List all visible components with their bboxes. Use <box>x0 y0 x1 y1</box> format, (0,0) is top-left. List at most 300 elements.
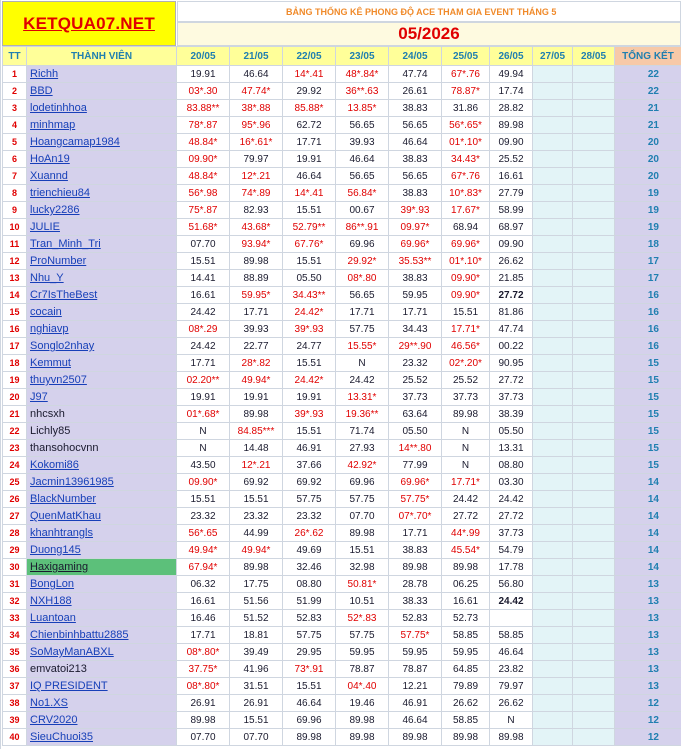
score-cell: 89.98 <box>490 117 533 134</box>
score-cell: 15.51 <box>442 304 490 321</box>
table-row <box>3 117 681 134</box>
score-cell: 09.90* <box>442 270 490 287</box>
table-row <box>3 372 681 389</box>
score-cell: 71.74 <box>336 423 389 440</box>
member-cell <box>27 593 177 610</box>
score-cell: 03.30 <box>490 474 533 491</box>
score-cell: 37.75* <box>177 661 230 678</box>
score-cell: 46.64 <box>336 151 389 168</box>
member-link[interactable]: Kemmut <box>30 357 71 369</box>
row-number: 32 <box>3 593 27 610</box>
column-header-member: THÀNH VIÊN <box>27 47 177 66</box>
empty-cell <box>533 338 573 355</box>
score-cell: 19.91 <box>177 389 230 406</box>
score-cell: 47.74* <box>230 83 283 100</box>
member-link[interactable]: lodetinhhoa <box>30 102 87 114</box>
member-link[interactable]: Luantoan <box>30 612 76 624</box>
table-row <box>3 508 681 525</box>
member-link[interactable]: BBD <box>30 85 53 97</box>
score-cell: 39.93 <box>230 321 283 338</box>
table-row <box>3 525 681 542</box>
score-cell: 48*.84* <box>336 66 389 83</box>
total-cell: 20 <box>615 134 681 151</box>
row-number: 5 <box>3 134 27 151</box>
empty-cell <box>573 525 615 542</box>
stats-table-body <box>3 66 681 746</box>
total-cell: 14 <box>615 525 681 542</box>
score-cell: 26.91 <box>177 695 230 712</box>
score-cell: 59.95 <box>442 644 490 661</box>
empty-cell <box>533 270 573 287</box>
score-cell: 34.43** <box>283 287 336 304</box>
empty-cell <box>533 287 573 304</box>
score-cell: 19.91 <box>177 66 230 83</box>
score-cell: 37.66 <box>283 457 336 474</box>
member-link[interactable]: trienchieu84 <box>30 187 90 199</box>
score-cell: 18.81 <box>230 627 283 644</box>
score-cell: 13.85* <box>336 100 389 117</box>
member-cell <box>27 542 177 559</box>
member-link[interactable]: Richh <box>30 68 59 80</box>
row-number: 37 <box>3 678 27 695</box>
score-cell: 49.94* <box>230 542 283 559</box>
row-number: 33 <box>3 610 27 627</box>
score-cell: 28*.82 <box>230 355 283 372</box>
member-cell <box>27 338 177 355</box>
empty-cell <box>533 491 573 508</box>
score-cell: 09.90* <box>177 151 230 168</box>
member-link[interactable]: NXH188 <box>30 595 72 607</box>
row-number: 31 <box>3 576 27 593</box>
member-cell <box>27 474 177 491</box>
empty-cell <box>533 236 573 253</box>
table-row <box>3 270 681 287</box>
row-number: 7 <box>3 168 27 185</box>
site-logo[interactable] <box>2 1 176 46</box>
score-cell: 83.88** <box>177 100 230 117</box>
table-row <box>3 695 681 712</box>
empty-cell <box>533 372 573 389</box>
member-link[interactable]: Chienbinhbattu2885 <box>30 629 129 641</box>
score-cell: 17.71 <box>177 355 230 372</box>
score-cell: 24.42* <box>283 304 336 321</box>
member-cell <box>27 219 177 236</box>
member-link[interactable]: Nhu_Y <box>30 272 64 284</box>
score-cell: 56.65 <box>389 117 442 134</box>
row-number: 38 <box>3 695 27 712</box>
score-cell: 75*.87 <box>177 202 230 219</box>
site-logo-text: KETQUA07.NET <box>23 13 155 33</box>
score-cell: 37.73 <box>490 525 533 542</box>
stats-table <box>2 46 681 746</box>
empty-cell <box>533 219 573 236</box>
member-link[interactable]: emvatoi213 <box>30 663 87 675</box>
score-cell: 17.71 <box>177 627 230 644</box>
month-title: 05/2026 <box>177 22 681 46</box>
score-cell: 49.94* <box>230 372 283 389</box>
score-cell: 67.76* <box>283 236 336 253</box>
member-cell <box>27 270 177 287</box>
member-cell <box>27 117 177 134</box>
total-cell: 13 <box>615 644 681 661</box>
member-cell <box>27 712 177 729</box>
score-cell: 85.88* <box>283 100 336 117</box>
column-header-date: 24/05 <box>389 47 442 66</box>
column-header-tt: TT <box>3 47 27 66</box>
score-cell: 16.61 <box>442 593 490 610</box>
score-cell: 56.84* <box>336 185 389 202</box>
score-cell: 46.91 <box>283 440 336 457</box>
score-cell: 58.85 <box>490 627 533 644</box>
member-cell <box>27 440 177 457</box>
score-cell: 89.98 <box>442 559 490 576</box>
score-cell: N <box>177 423 230 440</box>
empty-cell <box>573 423 615 440</box>
member-link[interactable]: Duong145 <box>30 544 81 556</box>
score-cell: 22.77 <box>230 338 283 355</box>
score-cell: 46.91 <box>389 695 442 712</box>
score-cell: 03*.30 <box>177 83 230 100</box>
empty-cell <box>573 321 615 338</box>
member-link[interactable]: thansohocvnn <box>30 442 99 454</box>
score-cell: 15.51 <box>283 253 336 270</box>
total-cell: 19 <box>615 219 681 236</box>
row-number: 27 <box>3 508 27 525</box>
score-cell: 26.61 <box>389 83 442 100</box>
member-cell <box>27 287 177 304</box>
total-cell: 18 <box>615 236 681 253</box>
member-link[interactable]: Songlo2nhay <box>30 340 95 352</box>
empty-cell <box>573 355 615 372</box>
score-cell: 06.25 <box>442 576 490 593</box>
score-cell: 27.93 <box>336 440 389 457</box>
score-cell: 07*.70* <box>389 508 442 525</box>
score-cell: 07.70 <box>177 236 230 253</box>
member-link[interactable]: ProNumber <box>30 255 87 267</box>
score-cell: 08.80 <box>490 457 533 474</box>
empty-cell <box>573 100 615 117</box>
score-cell: 46.64 <box>389 712 442 729</box>
table-row <box>3 610 681 627</box>
score-cell: 27.72 <box>490 372 533 389</box>
score-cell: 09.90* <box>442 287 490 304</box>
member-cell <box>27 491 177 508</box>
member-link[interactable]: BongLon <box>30 578 75 590</box>
table-row <box>3 185 681 202</box>
row-number: 11 <box>3 236 27 253</box>
score-cell: 57.75 <box>336 491 389 508</box>
score-cell: 28.82 <box>490 100 533 117</box>
score-cell: 29.92 <box>283 83 336 100</box>
score-cell: 59.95 <box>389 287 442 304</box>
score-cell: 36**.63 <box>336 83 389 100</box>
score-cell: 17.74 <box>490 83 533 100</box>
member-link[interactable]: Tran_Minh_Tri <box>30 238 101 250</box>
total-cell: 13 <box>615 593 681 610</box>
member-link[interactable]: No1.XS <box>30 697 68 709</box>
member-cell <box>27 168 177 185</box>
empty-cell <box>533 253 573 270</box>
empty-cell <box>573 83 615 100</box>
member-cell <box>27 83 177 100</box>
score-cell: 49.69 <box>283 542 336 559</box>
table-row <box>3 83 681 100</box>
empty-cell <box>533 304 573 321</box>
score-cell: 24.42 <box>336 372 389 389</box>
score-cell: 28.78 <box>389 576 442 593</box>
column-header-date: 28/05 <box>573 47 615 66</box>
score-cell: 67*.76 <box>442 168 490 185</box>
score-cell: 07.70 <box>336 508 389 525</box>
score-cell: 15.51 <box>283 202 336 219</box>
empty-cell <box>573 219 615 236</box>
score-cell: 43.68* <box>230 219 283 236</box>
member-cell <box>27 610 177 627</box>
member-link[interactable]: Cr7IsTheBest <box>30 289 98 301</box>
score-cell: 01*.68* <box>177 406 230 423</box>
score-cell: 24.42 <box>490 491 533 508</box>
member-link[interactable]: nghiavp <box>30 323 69 335</box>
row-number: 18 <box>3 355 27 372</box>
score-cell: 00.22 <box>490 338 533 355</box>
member-cell <box>27 457 177 474</box>
row-number: 17 <box>3 338 27 355</box>
empty-cell <box>533 406 573 423</box>
member-link[interactable]: Kokomi86 <box>30 459 79 471</box>
total-cell: 13 <box>615 678 681 695</box>
empty-cell <box>573 576 615 593</box>
score-cell: 56.65 <box>389 168 442 185</box>
total-cell: 15 <box>615 457 681 474</box>
total-cell: 19 <box>615 185 681 202</box>
member-link[interactable]: Lichly85 <box>30 425 71 437</box>
score-cell: 46.64 <box>283 695 336 712</box>
member-link[interactable]: JULIE <box>30 221 60 233</box>
member-cell <box>27 423 177 440</box>
score-cell: 56*.65* <box>442 117 490 134</box>
total-cell: 15 <box>615 440 681 457</box>
member-cell <box>27 321 177 338</box>
member-link[interactable]: thuyvn2507 <box>30 374 87 386</box>
column-header-total: TỔNG KẾT <box>615 47 681 66</box>
score-cell: 89.98 <box>230 253 283 270</box>
score-cell: 01*.10* <box>442 253 490 270</box>
total-cell: 20 <box>615 168 681 185</box>
score-cell: 37.73 <box>490 389 533 406</box>
row-number: 3 <box>3 100 27 117</box>
score-cell: 27.72 <box>442 508 490 525</box>
score-cell: 39*.93 <box>283 406 336 423</box>
empty-cell <box>533 117 573 134</box>
score-cell: 69.96* <box>389 236 442 253</box>
score-cell: 51.52 <box>230 610 283 627</box>
empty-cell <box>573 117 615 134</box>
table-row <box>3 457 681 474</box>
score-cell: 56.65 <box>336 287 389 304</box>
member-link[interactable]: Xuannd <box>30 170 68 182</box>
table-row <box>3 321 681 338</box>
empty-cell <box>573 338 615 355</box>
score-cell: 51.99 <box>283 593 336 610</box>
empty-cell <box>533 610 573 627</box>
score-cell: 23.32 <box>230 508 283 525</box>
member-cell <box>27 406 177 423</box>
score-cell: 26.62 <box>490 253 533 270</box>
row-number: 10 <box>3 219 27 236</box>
score-cell: 34.43* <box>442 151 490 168</box>
score-cell: 56*.98 <box>177 185 230 202</box>
member-link[interactable]: cocain <box>30 306 62 318</box>
member-cell <box>27 253 177 270</box>
row-number: 30 <box>3 559 27 576</box>
empty-cell <box>533 66 573 83</box>
empty-cell <box>573 457 615 474</box>
row-number: 40 <box>3 729 27 746</box>
score-cell: 57.75* <box>389 491 442 508</box>
table-row <box>3 134 681 151</box>
score-cell: 69.92 <box>283 474 336 491</box>
table-row <box>3 219 681 236</box>
score-cell: 78*.87 <box>177 117 230 134</box>
score-cell: 15.51 <box>177 253 230 270</box>
row-number: 19 <box>3 372 27 389</box>
score-cell: 64.85 <box>442 661 490 678</box>
member-link[interactable]: BlackNumber <box>30 493 97 505</box>
member-link[interactable]: khanhtrangls <box>30 527 93 539</box>
score-cell: 17.67* <box>442 202 490 219</box>
total-cell: 14 <box>615 508 681 525</box>
score-cell: 74*.89 <box>230 185 283 202</box>
member-link[interactable]: Haxigaming <box>30 561 89 573</box>
total-cell: 20 <box>615 151 681 168</box>
member-cell <box>27 559 177 576</box>
table-row <box>3 542 681 559</box>
member-link[interactable]: HoAn19 <box>30 153 70 165</box>
empty-cell <box>533 644 573 661</box>
empty-cell <box>533 593 573 610</box>
empty-cell <box>573 559 615 576</box>
member-link[interactable]: lucky2286 <box>30 204 80 216</box>
member-link[interactable]: SoMayManABXL <box>30 646 114 658</box>
score-cell: 01*.10* <box>442 134 490 151</box>
score-cell: 14*.41 <box>283 185 336 202</box>
score-cell: 62.72 <box>283 117 336 134</box>
empty-cell <box>533 678 573 695</box>
score-cell: 17.71* <box>442 321 490 338</box>
score-cell: 89.98 <box>230 559 283 576</box>
member-link[interactable]: Jacmin13961985 <box>30 476 114 488</box>
score-cell: 56*.65 <box>177 525 230 542</box>
score-cell: 68.97 <box>490 219 533 236</box>
total-cell: 13 <box>615 576 681 593</box>
score-cell: 48.84* <box>177 168 230 185</box>
score-cell: 15.51 <box>230 491 283 508</box>
total-cell: 12 <box>615 712 681 729</box>
score-cell: 12*.21 <box>230 457 283 474</box>
empty-cell <box>533 542 573 559</box>
total-cell: 16 <box>615 287 681 304</box>
member-link[interactable]: J97 <box>30 391 48 403</box>
score-cell: 69.96* <box>389 474 442 491</box>
score-cell: 79.89 <box>442 678 490 695</box>
score-cell: 52*.83 <box>336 610 389 627</box>
score-cell: 17.71 <box>336 304 389 321</box>
row-number: 25 <box>3 474 27 491</box>
empty-cell <box>533 559 573 576</box>
score-cell: 89.98 <box>336 525 389 542</box>
score-cell: 57.75 <box>336 321 389 338</box>
score-cell: 27.72 <box>490 287 533 304</box>
empty-cell <box>533 202 573 219</box>
empty-cell <box>573 66 615 83</box>
score-cell: 39.49 <box>230 644 283 661</box>
score-cell: 23.32 <box>389 355 442 372</box>
empty-cell <box>533 508 573 525</box>
score-cell: 46.64 <box>490 644 533 661</box>
row-number: 20 <box>3 389 27 406</box>
score-cell: 24.42 <box>442 491 490 508</box>
empty-cell <box>573 372 615 389</box>
member-cell <box>27 236 177 253</box>
member-cell <box>27 576 177 593</box>
score-cell: 15.51 <box>283 678 336 695</box>
member-cell <box>27 372 177 389</box>
score-cell: 29.92* <box>336 253 389 270</box>
score-cell: 05.50 <box>490 423 533 440</box>
score-cell: 23.32 <box>177 508 230 525</box>
score-cell: 16.61 <box>177 593 230 610</box>
score-cell: 58.99 <box>490 202 533 219</box>
score-cell: 84.85*** <box>230 423 283 440</box>
member-link[interactable]: SieuChuoi35 <box>30 731 93 743</box>
score-cell: 44*.99 <box>442 525 490 542</box>
table-row <box>3 253 681 270</box>
empty-cell <box>573 253 615 270</box>
score-cell: 59.95 <box>336 644 389 661</box>
table-row <box>3 100 681 117</box>
row-number: 22 <box>3 423 27 440</box>
member-link[interactable]: nhcsxh <box>30 408 65 420</box>
table-row <box>3 644 681 661</box>
empty-cell <box>533 525 573 542</box>
score-cell: 16.61 <box>177 287 230 304</box>
total-cell: 16 <box>615 304 681 321</box>
member-cell <box>27 695 177 712</box>
score-cell: 17.75 <box>230 576 283 593</box>
empty-cell <box>573 661 615 678</box>
score-cell: 39*.93 <box>283 321 336 338</box>
member-link[interactable]: QuenMatKhau <box>30 510 101 522</box>
total-cell: 22 <box>615 83 681 100</box>
score-cell: 25.52 <box>442 372 490 389</box>
member-link[interactable]: Hoangcamap1984 <box>30 136 120 148</box>
member-cell <box>27 355 177 372</box>
score-cell: 39*.93 <box>389 202 442 219</box>
member-link[interactable]: minhmap <box>30 119 76 131</box>
empty-cell <box>573 287 615 304</box>
score-cell: 38*.88 <box>230 100 283 117</box>
member-link[interactable]: CRV2020 <box>30 714 78 726</box>
row-number: 9 <box>3 202 27 219</box>
table-row <box>3 559 681 576</box>
column-header-date: 23/05 <box>336 47 389 66</box>
empty-cell <box>573 491 615 508</box>
table-row <box>3 304 681 321</box>
score-cell: 38.33 <box>389 593 442 610</box>
table-row <box>3 627 681 644</box>
score-cell: 51.68* <box>177 219 230 236</box>
member-link[interactable]: IQ PRESIDENT <box>30 680 108 692</box>
